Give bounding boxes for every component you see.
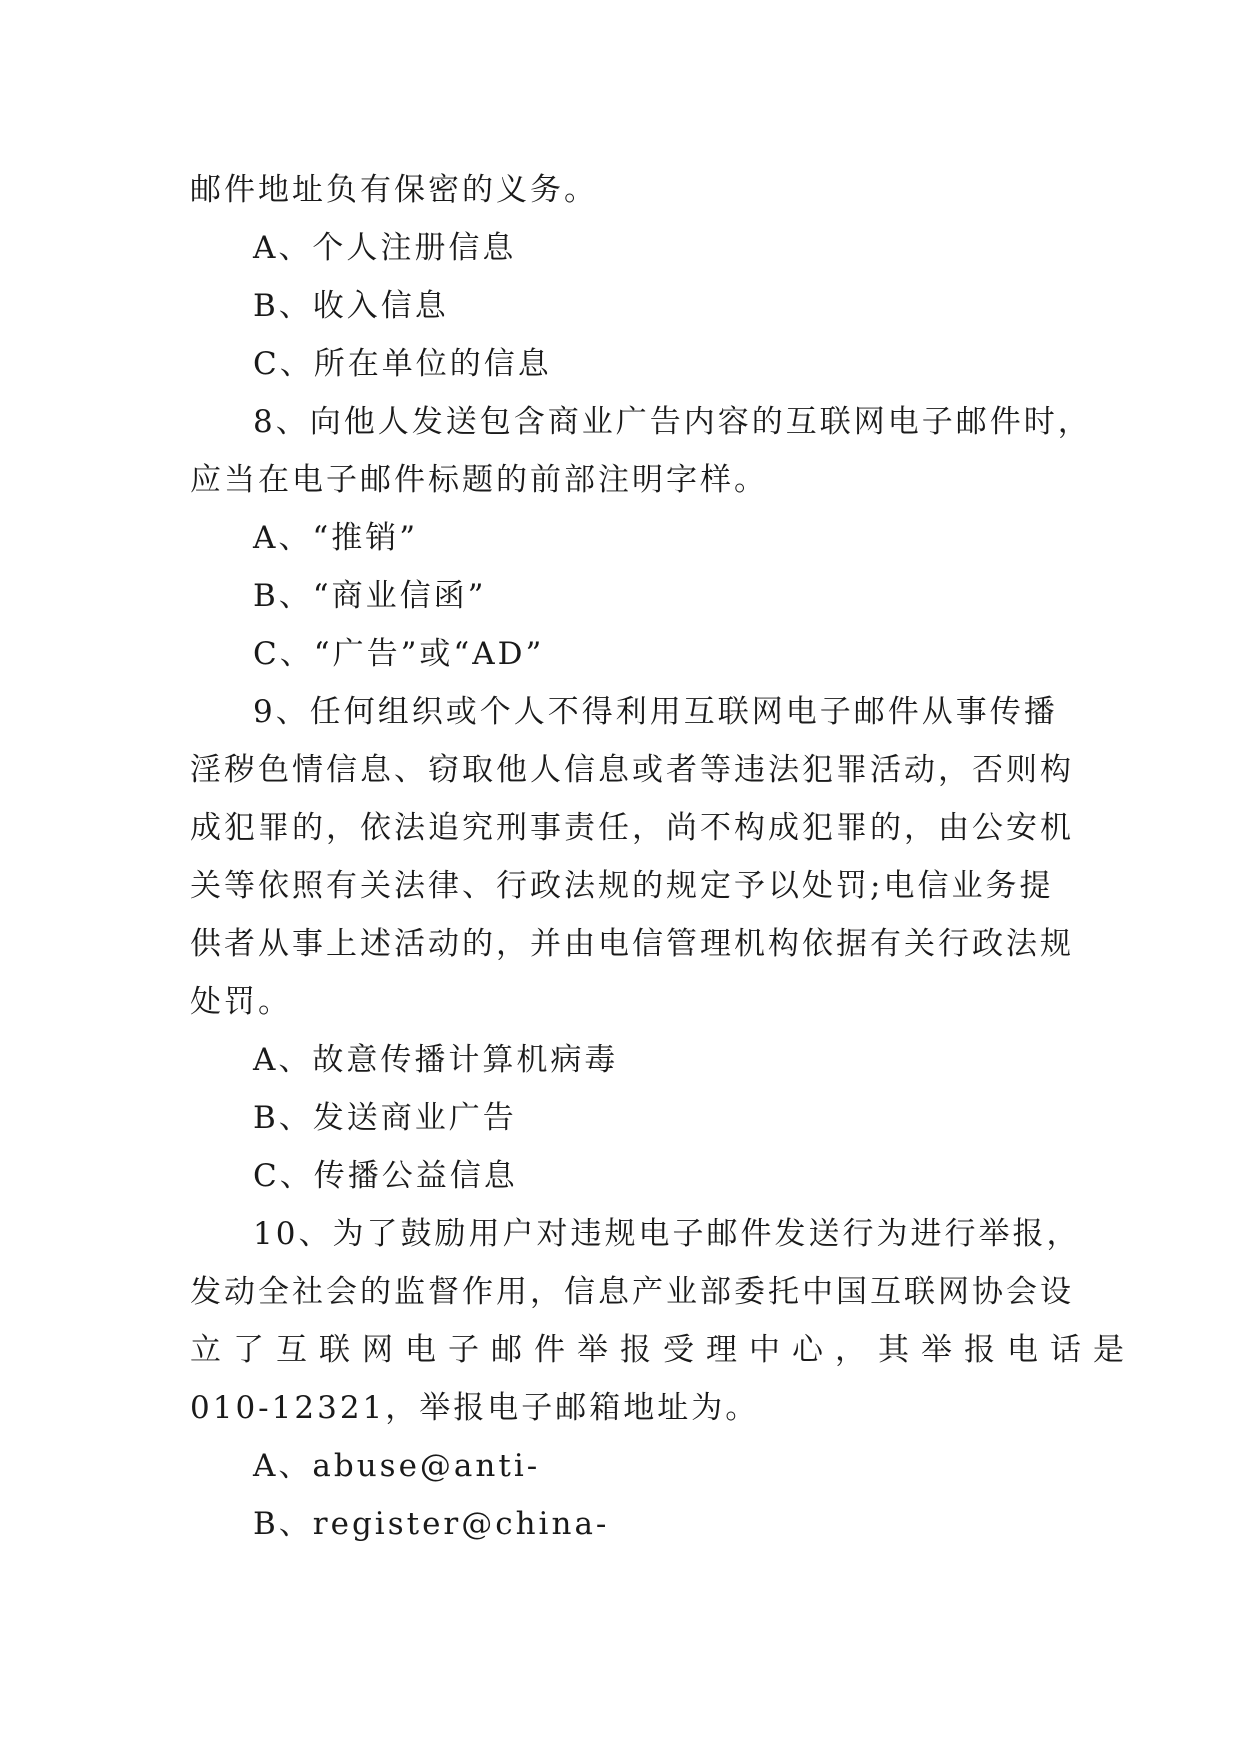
- q10-option-a: A、abuse@anti-: [253, 1448, 541, 1484]
- question-8-line-2: 应当在电子邮件标题的前部注明字样。: [190, 462, 768, 498]
- question-10-line-4: 010-12321，举报电子邮箱地址为。: [190, 1390, 760, 1426]
- q8-option-b: B、“商业信函”: [253, 578, 487, 614]
- q9-option-c: C、传播公益信息: [253, 1158, 518, 1194]
- q9-option-a: A、故意传播计算机病毒: [253, 1042, 619, 1078]
- q7-option-a: A、个人注册信息: [253, 230, 517, 266]
- text-line-continuation: 邮件地址负有保密的义务。: [190, 172, 598, 208]
- question-10-line-2: 发动全社会的监督作用，信息产业部委托中国互联网协会设: [190, 1274, 1074, 1310]
- question-9-line-3: 成犯罪的，依法追究刑事责任，尚不构成犯罪的，由公安机: [190, 810, 1074, 846]
- question-9-line-2: 淫秽色情信息、窃取他人信息或者等违法犯罪活动，否则构: [190, 752, 1074, 788]
- question-9-line-1: 9、任何组织或个人不得利用互联网电子邮件从事传播: [253, 694, 1058, 730]
- question-10-line-1: 10、为了鼓励用户对违规电子邮件发送行为进行举报，: [253, 1216, 1081, 1252]
- q9-option-b: B、发送商业广告: [253, 1100, 517, 1136]
- q8-option-c: C、“广告”或“AD”: [253, 636, 545, 672]
- question-9-line-5: 供者从事上述活动的，并由电信管理机构依据有关行政法规: [190, 926, 1074, 962]
- question-9-line-6: 处罚。: [190, 984, 292, 1020]
- question-8-line-1: 8、向他人发送包含商业广告内容的互联网电子邮件时，: [253, 404, 1092, 440]
- q10-option-b: B、register@china-: [253, 1506, 610, 1542]
- question-10-line-3: 立了互联网电子邮件举报受理中心，其举报电话是: [190, 1332, 1136, 1368]
- q7-option-b: B、收入信息: [253, 288, 449, 324]
- q7-option-c: C、所在单位的信息: [253, 346, 552, 382]
- q8-option-a: A、“推销”: [253, 520, 419, 556]
- question-9-line-4: 关等依照有关法律、行政法规的规定予以处罚;电信业务提: [190, 868, 1054, 904]
